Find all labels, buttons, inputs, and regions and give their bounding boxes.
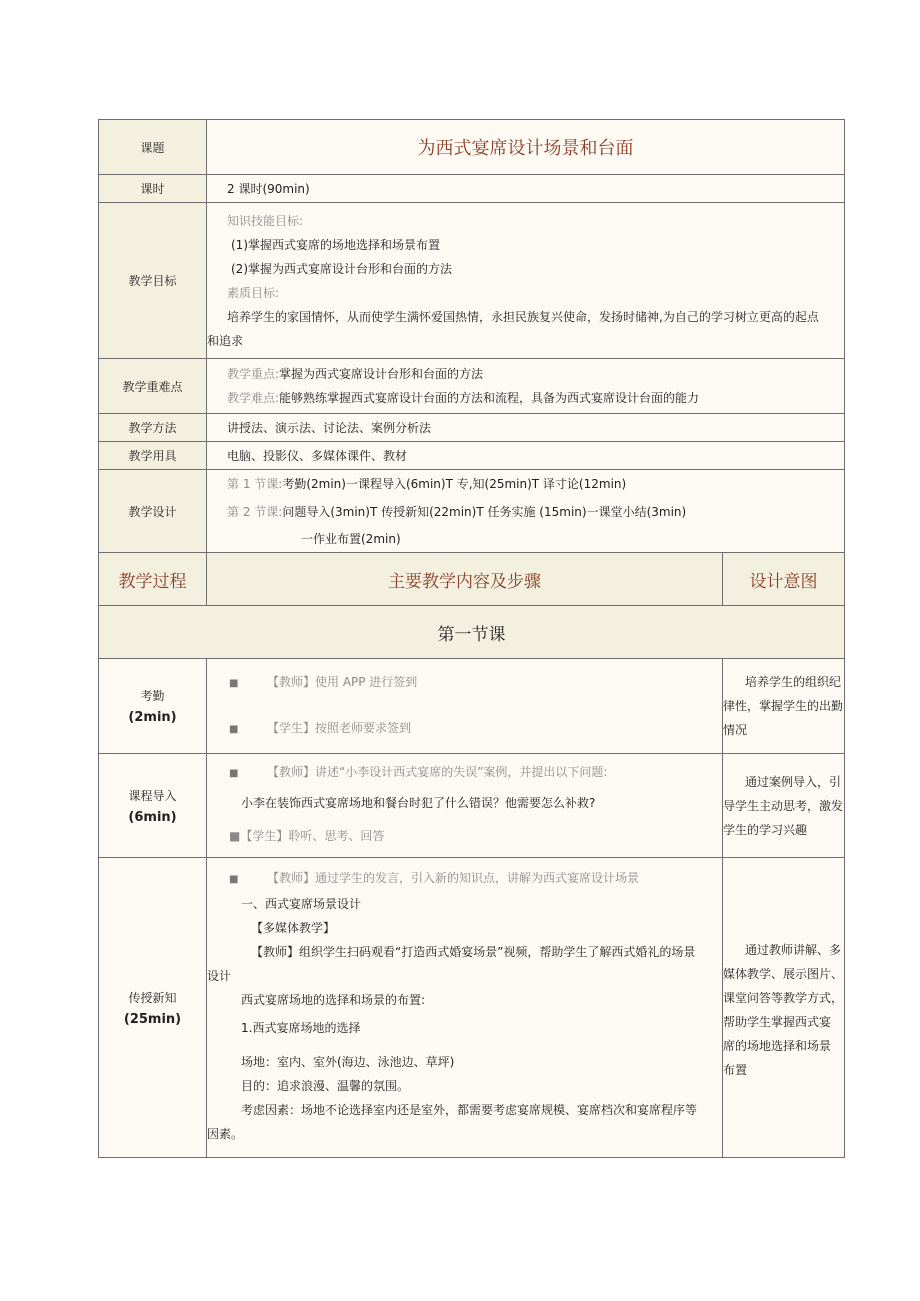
knowledge-heading: 知识技能目标: bbox=[227, 213, 304, 228]
content-line: 【教师】组织学生扫码观看“打造西式婚宴场景”视频，帮助学生了解西式婚礼的场景 bbox=[251, 945, 696, 959]
content-line: 目的：追求浪漫、温馨的氛围。 bbox=[241, 1079, 410, 1093]
content-line bbox=[207, 671, 722, 695]
design-2-label: 第 2 节课: bbox=[227, 505, 283, 519]
design-lesson-2 bbox=[207, 498, 844, 526]
method-label: 教学方法 bbox=[99, 414, 207, 442]
stage-name: 课程导入 bbox=[128, 788, 177, 803]
square-bullet-icon: ■ bbox=[229, 678, 239, 689]
content-line: 一、西式宴席场景设计 bbox=[241, 897, 362, 911]
difficulty-label: 教学难点: bbox=[227, 391, 280, 405]
content-line: 1.西式宴席场地的选择 bbox=[241, 1021, 361, 1035]
intent-line: 情况 bbox=[723, 723, 748, 737]
hours-label: 课时 bbox=[99, 175, 207, 203]
content-line: 考虑因素：场地不论选择室内还是室外，都需要考虑宴席规模、宴席档次和宴席程序等 bbox=[241, 1103, 698, 1117]
intent-line: 导学生主动思考，激发 bbox=[723, 798, 844, 813]
design-cell bbox=[207, 470, 845, 553]
content-line: 西式宴席场地的选择和场景的布置: bbox=[241, 993, 426, 1007]
goals-cell bbox=[207, 203, 845, 359]
intent-line: 布置 bbox=[723, 1063, 748, 1077]
content-line: 场地：室内、室外(海边、泳池边、草坪) bbox=[241, 1055, 455, 1069]
square-bullet-icon: ■ bbox=[229, 724, 239, 735]
tools-cell bbox=[207, 442, 845, 470]
quality-heading: 素质目标: bbox=[227, 285, 280, 300]
content-text: 【教师】使用 APP 进行签到 bbox=[267, 675, 418, 689]
square-bullet-icon: ■ bbox=[229, 874, 239, 885]
content-line: 因素。 bbox=[207, 1127, 244, 1141]
hours-cell bbox=[207, 175, 845, 203]
intent-intro bbox=[723, 754, 845, 858]
col-header-process: 教学过程 bbox=[99, 553, 207, 606]
stage-name: 传授新知 bbox=[128, 990, 177, 1005]
stage-name: 考勤 bbox=[140, 689, 165, 703]
intent-line: 通过案例导入，引 bbox=[745, 774, 842, 789]
knowledge-item-2: (2)掌握为西式宴席设计台形和台面的方法 bbox=[231, 261, 452, 276]
content-question: 小李在装饰西式宴席场地和餐台时犯了什么错误？他需要怎么补救? bbox=[241, 795, 596, 810]
stage-time: (6min) bbox=[128, 809, 177, 825]
key-cell bbox=[207, 359, 845, 414]
stage-new-knowledge bbox=[99, 858, 207, 1158]
stage-attendance bbox=[99, 659, 207, 754]
intent-line: 学生的学习兴趣 bbox=[723, 822, 808, 837]
content-line bbox=[207, 761, 722, 785]
design-lesson-2-cont: 一作业布置(2min) bbox=[301, 532, 401, 546]
method-value: 讲授法、演示法、讨论法、案例分析法 bbox=[227, 420, 432, 435]
content-text: 【教师】讲述“小李设计西式宴席的失误”案例，并提出以下问题: bbox=[267, 764, 608, 779]
intent-attendance bbox=[723, 659, 845, 754]
hours-value: 2 课时(90min) bbox=[227, 181, 310, 196]
knowledge-item-1: (1)掌握西式宴席的场地选择和场景布置 bbox=[231, 237, 440, 252]
design-2-text: 问题导入(3min)T 传授新知(22min)T 任务实施 (15min)一课堂小结(3min) bbox=[282, 505, 687, 519]
difficulty-text: 能够熟练掌握西式宴席设计台面的方法和流程，具备为西式宴席设计台面的能力 bbox=[279, 391, 700, 405]
stage-time: (25min) bbox=[123, 1011, 182, 1027]
lesson-plan bbox=[98, 119, 845, 1158]
content-line bbox=[207, 866, 722, 892]
design-label: 教学设计 bbox=[99, 470, 207, 553]
section-title: 第一节课 bbox=[99, 606, 845, 659]
quality-text-cont: 和追求 bbox=[207, 333, 244, 348]
col-header-content: 主要教学内容及步骤 bbox=[207, 553, 723, 606]
tools-value: 电脑、投影仪、多媒体课件、教材 bbox=[227, 448, 408, 463]
intent-line: 课堂问答等教学方式， bbox=[723, 991, 844, 1005]
design-lesson-1 bbox=[207, 470, 844, 498]
design-1-text: 考勤(2min)一课程导入(6min)T 专,知(25min)T 译寸论(12min) bbox=[282, 477, 627, 491]
topic-label: 课题 bbox=[99, 120, 207, 175]
lesson-plan-table bbox=[98, 119, 845, 1158]
square-bullet-icon: ■ bbox=[229, 767, 239, 779]
lesson-title: 为西式宴席设计场景和台面 bbox=[207, 120, 845, 175]
content-attendance bbox=[207, 659, 723, 754]
intent-new-knowledge bbox=[723, 858, 845, 1158]
stage-intro bbox=[99, 754, 207, 858]
content-line: 设计 bbox=[207, 969, 232, 983]
goals-label: 教学目标 bbox=[99, 203, 207, 359]
content-text: 【教师】通过学生的发言，引入新的知识点，讲解为西式宴席设计场景 bbox=[267, 871, 640, 885]
intent-line: 通过教师讲解、多 bbox=[745, 943, 842, 957]
intent-line: 培养学生的组织纪 bbox=[745, 675, 842, 689]
intent-line: 律性，掌握学生的出勤 bbox=[723, 699, 844, 713]
key-point bbox=[207, 362, 844, 386]
content-line: ■【学生】聆听、思考、回答 bbox=[229, 828, 385, 843]
content-new-knowledge bbox=[207, 858, 723, 1158]
tools-label: 教学用具 bbox=[99, 442, 207, 470]
intent-line: 帮助学生掌握西式宴 bbox=[723, 1015, 832, 1029]
content-intro bbox=[207, 754, 723, 858]
method-cell bbox=[207, 414, 845, 442]
quality-text: 培养学生的家国情怀，从而使学生满怀爱国热情，永担民族复兴使命，发扬时储神,为自己的学习树立更高的起点 bbox=[227, 309, 819, 324]
design-1-label: 第 1 节课: bbox=[227, 477, 283, 491]
key-point-text: 掌握为西式宴席设计台形和台面的方法 bbox=[279, 367, 484, 381]
content-line: 【多媒体教学】 bbox=[251, 921, 336, 935]
stage-time: (2min) bbox=[128, 710, 177, 725]
key-label: 教学重难点 bbox=[99, 359, 207, 414]
key-point-label: 教学重点: bbox=[227, 367, 280, 381]
intent-line: 媒体教学、展示图片、 bbox=[723, 967, 844, 981]
difficulty bbox=[207, 386, 844, 410]
intent-line: 席的场地选择和场景 bbox=[723, 1039, 832, 1053]
content-line bbox=[207, 717, 722, 741]
col-header-intent: 设计意图 bbox=[723, 553, 845, 606]
content-text: 【学生】按照老师要求签到 bbox=[267, 721, 412, 735]
